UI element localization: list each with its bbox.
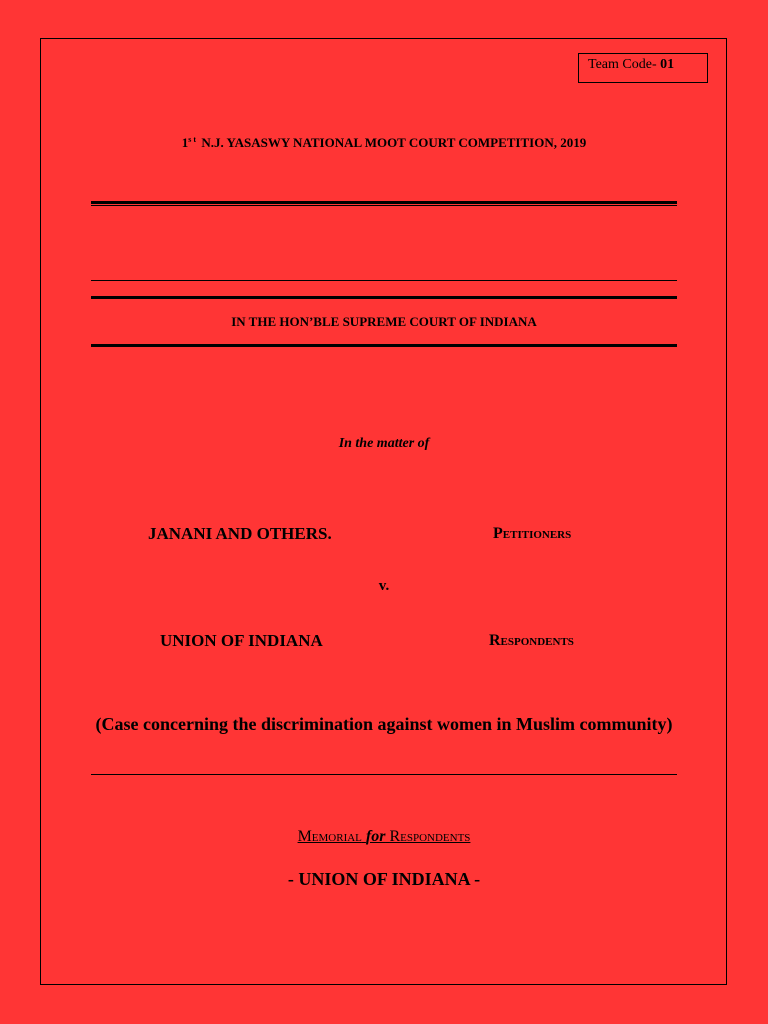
petitioner-name: JANANI AND OTHERS. xyxy=(148,524,332,543)
competition-ordinal-suffix: st xyxy=(188,135,199,144)
court-title: IN THE HON’BLE SUPREME COURT OF INDIANA xyxy=(231,314,537,329)
divider-thin-top xyxy=(91,205,677,206)
competition-title xyxy=(0,135,768,151)
team-code-box xyxy=(578,53,708,83)
divider-court-bottom xyxy=(91,344,677,347)
case-description: (Case concerning the discrimination against women in Muslim community) xyxy=(95,714,673,734)
team-code-label: Team Code- xyxy=(588,57,657,72)
team-code-value: 01 xyxy=(660,57,675,72)
memorial-respondents: Respondents xyxy=(389,828,471,845)
petitioner-role: Petitioners xyxy=(493,525,572,542)
memorial-submitted-by: - UNION OF INDIANA - xyxy=(287,869,481,889)
memorial-for: for xyxy=(365,828,386,845)
divider-thick-top xyxy=(91,201,677,204)
respondent-name: UNION OF INDIANA xyxy=(160,631,323,650)
respondent-role: Respondents xyxy=(489,632,574,649)
competition-ordinal-number: 1 xyxy=(181,135,189,150)
divider-thin-middle xyxy=(91,280,677,281)
versus: v. xyxy=(378,578,390,594)
competition-name: N.J. YASASWY NATIONAL MOOT COURT COMPETITION, 2019 xyxy=(201,135,587,150)
memorial-word: Memorial xyxy=(297,828,362,845)
in-the-matter-of: In the matter of xyxy=(338,436,430,451)
memorial-heading xyxy=(0,828,768,846)
divider-bottom xyxy=(91,774,677,775)
divider-court-top xyxy=(91,296,677,299)
